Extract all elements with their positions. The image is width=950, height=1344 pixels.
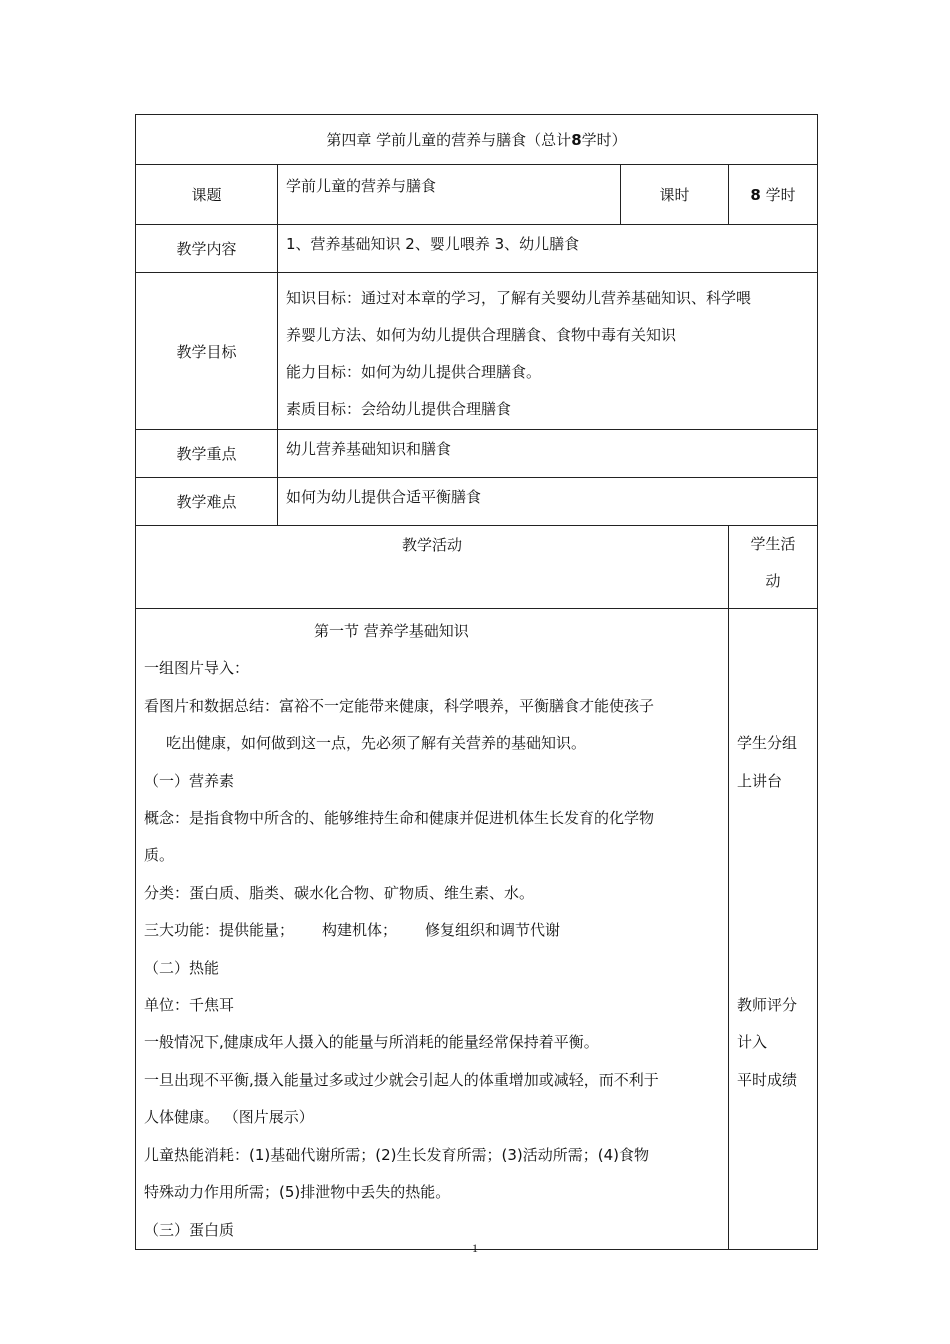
key-points-label: 教学重点 [136, 430, 278, 478]
key-points-value: 幼儿营养基础知识和膳食 [278, 430, 818, 478]
student-note: 学生分组 [737, 734, 798, 753]
activities-header: 教学活动 [136, 526, 729, 609]
subheading: （二）热能 [144, 958, 220, 977]
chapter-title: 第四章 学前儿童的营养与膳食（总计8学时） [136, 115, 818, 165]
content-label: 教学内容 [136, 225, 278, 273]
section-title: 第一节 营养学基础知识 [314, 622, 469, 640]
student-note: 教师评分 [737, 996, 798, 1015]
paragraph: 一般情况下,健康成年人摄入的能量与所消耗的能量经常保持着平衡。 [144, 1033, 599, 1052]
goal-line: 素质目标：会给幼儿提供合理膳食 [286, 400, 512, 418]
paragraph: 概念：是指食物中所含的、能够维持生命和健康并促进机体生长发育的化学物 [144, 809, 655, 828]
paragraph: 单位：千焦耳 [144, 996, 235, 1015]
student-activities-header: 学生活 动 [729, 526, 818, 609]
paragraph: 看图片和数据总结：富裕不一定能带来健康，科学喂养，平衡膳食才能使孩子 [144, 696, 655, 715]
paragraph: 儿童热能消耗：(1)基础代谢所需；(2)生长发育所需；(3)活动所需；(4)食物 [144, 1145, 649, 1164]
paragraph: 吃出健康，如何做到这一点，先必须了解有关营养的基础知识。 [166, 734, 587, 753]
activities-body [136, 609, 729, 1250]
hours-value: 8 学时 [729, 165, 818, 225]
lesson-plan-table [135, 114, 818, 1250]
goal-line: 知识目标：通过对本章的学习，了解有关婴幼儿营养基础知识、科学喂 [286, 289, 752, 307]
goals-value [278, 273, 818, 430]
content-value: 1、营养基础知识 2、婴儿喂养 3、幼儿膳食 [278, 225, 818, 273]
goal-line: 能力目标：如何为幼儿提供合理膳食。 [286, 363, 542, 381]
subheading: （三）蛋白质 [144, 1220, 235, 1239]
student-note: 计入 [737, 1033, 768, 1052]
paragraph: 质。 [144, 846, 175, 865]
hours-label: 课时 [621, 165, 729, 225]
paragraph: 分类：蛋白质、脂类、碳水化合物、矿物质、维生素、水。 [144, 883, 535, 902]
goals-label: 教学目标 [136, 273, 278, 430]
course-value: 学前儿童的营养与膳食 [278, 165, 621, 225]
goal-line: 养婴儿方法、如何为幼儿提供合理膳食、食物中毒有关知识 [286, 326, 677, 344]
subheading: （一）营养素 [144, 771, 235, 790]
difficulties-label: 教学难点 [136, 478, 278, 526]
difficulties-value: 如何为幼儿提供合适平衡膳食 [278, 478, 818, 526]
student-note: 上讲台 [737, 771, 783, 790]
page-number: 1 [472, 1241, 478, 1255]
student-notes [729, 609, 818, 1250]
paragraph: 三大功能：提供能量； 构建机体； 修复组织和调节代谢 [144, 921, 561, 940]
course-label: 课题 [136, 165, 278, 225]
paragraph: 一组图片导入： [144, 659, 250, 678]
paragraph: 特殊动力作用所需；(5)排泄物中丢失的热能。 [144, 1183, 451, 1202]
paragraph: 一旦出现不平衡,摄入能量过多或过少就会引起人的体重增加或减轻，而不利于 [144, 1070, 659, 1089]
paragraph: 人体健康。 （图片展示） [144, 1108, 314, 1127]
student-note: 平时成绩 [737, 1070, 798, 1089]
